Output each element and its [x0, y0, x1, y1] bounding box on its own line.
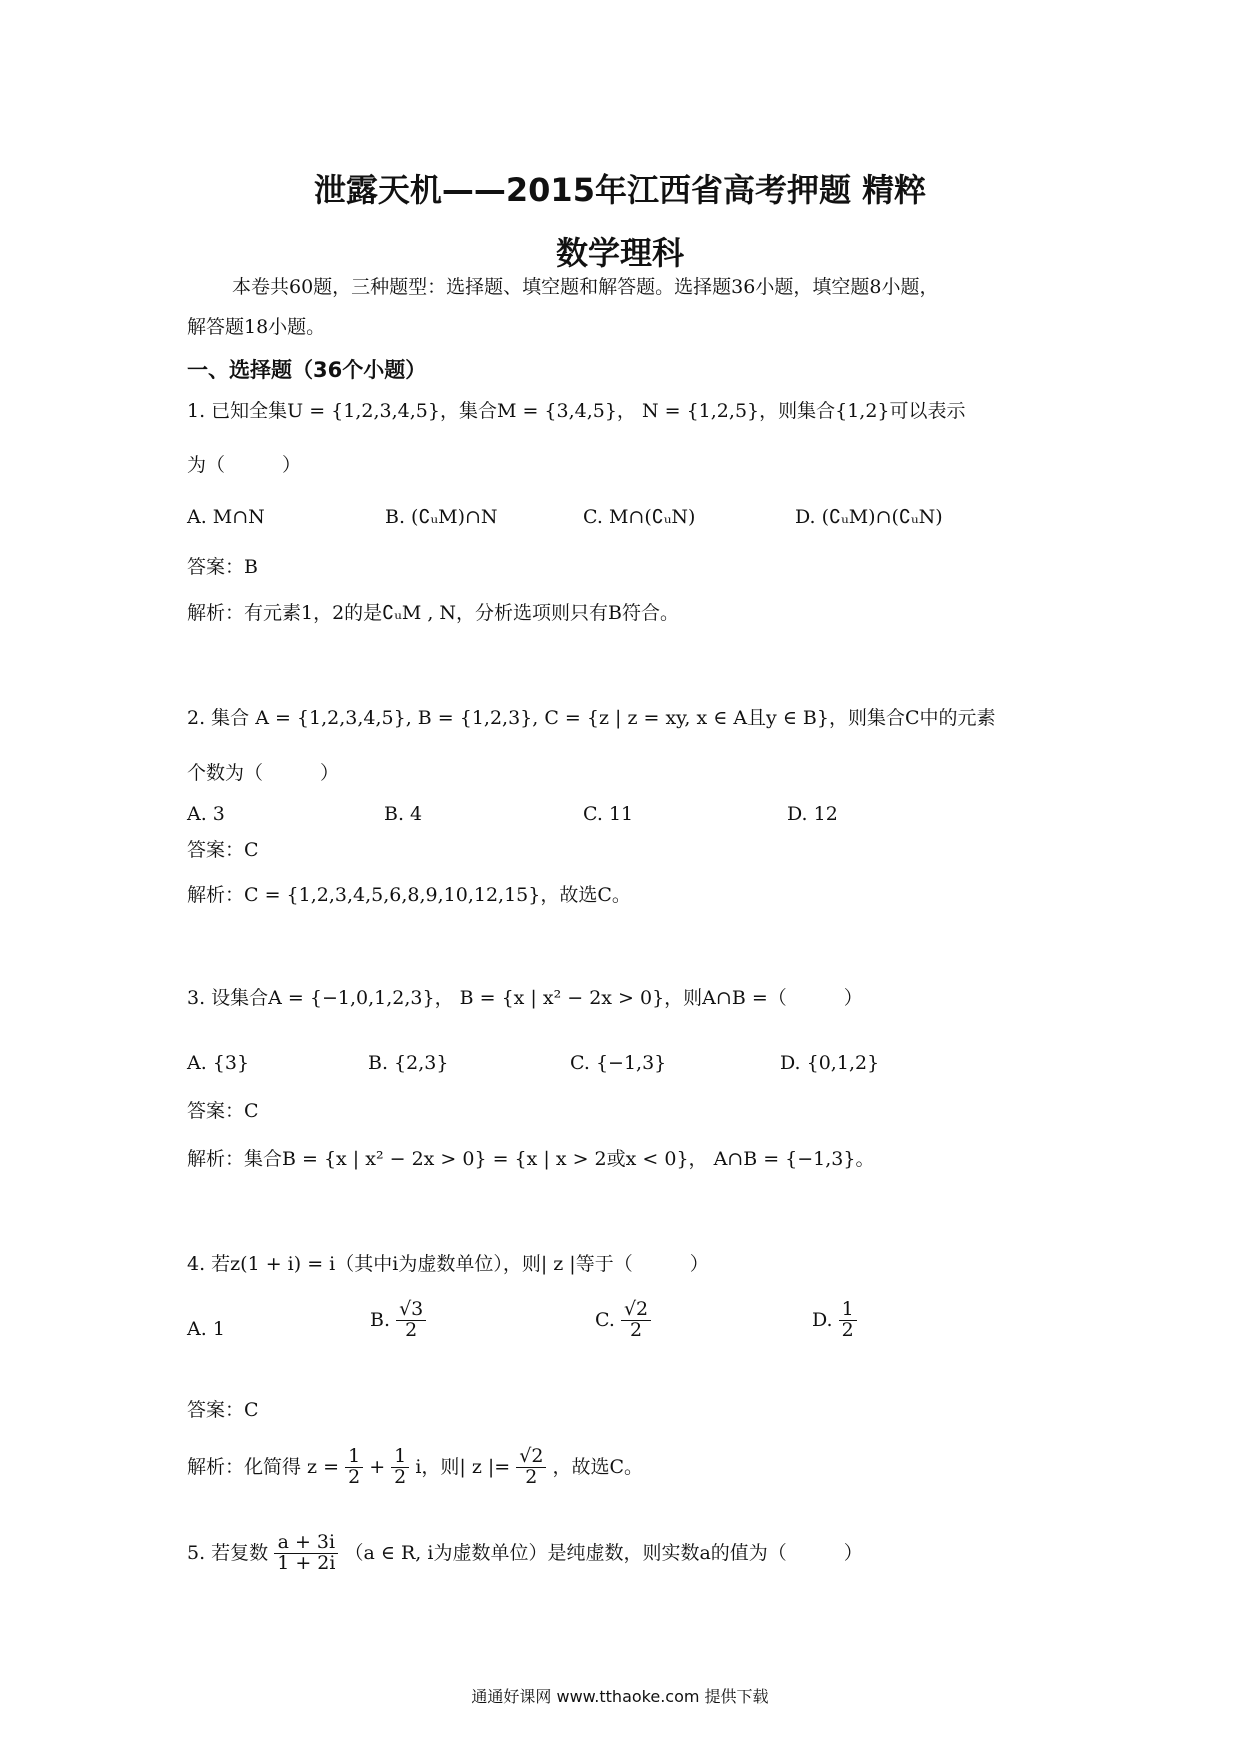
q4-option-c-label: C.	[595, 1308, 615, 1331]
q4-option-c	[595, 1300, 651, 1341]
q3-option-c: C. {−1,3}	[570, 1052, 667, 1074]
q4-analysis-frac2-num: 1	[391, 1447, 409, 1468]
q4-analysis-frac3-num: √2	[516, 1447, 546, 1468]
q5-suffix: （a ∈ R, i为虚数单位）是纯虚数，则实数a的值为（ ）	[344, 1541, 863, 1564]
q4-analysis-frac3-den: 2	[525, 1465, 538, 1488]
q4-option-b-label: B.	[370, 1308, 391, 1331]
q3-option-d: D. {0,1,2}	[780, 1052, 880, 1074]
q4-option-b-denominator: 2	[405, 1318, 418, 1341]
q4-analysis-plus: +	[369, 1455, 386, 1478]
question-3-stem: 3. 设集合A = {−1,0,1,2,3}， B = {x | x² − 2x > 0}，则A∩B =（ ）	[187, 987, 863, 1009]
q4-analysis-prefix: 解析：化简得 z =	[187, 1455, 340, 1478]
q4-option-b	[370, 1300, 426, 1341]
page-title: 泄露天机——2015年江西省高考押题 精粹	[313, 171, 927, 209]
section-heading: 一、选择题（36个小题）	[187, 358, 427, 382]
q1-answer: 答案：B	[187, 556, 258, 578]
page-subtitle: 数学理科	[555, 234, 684, 272]
q1-option-d: D. (∁ᵤM)∩(∁ᵤN)	[795, 506, 943, 528]
q5-prefix: 5. 若复数	[187, 1541, 269, 1564]
q1-analysis: 解析：有元素1，2的是∁ᵤM , N，分析选项则只有B符合。	[187, 602, 680, 624]
q4-option-d-numerator: 1	[839, 1300, 857, 1321]
q2-option-d: D. 12	[787, 803, 838, 825]
q2-analysis: 解析：C = {1,2,3,4,5,6,8,9,10,12,15}，故选C。	[187, 884, 631, 906]
q4-analysis-frac1-num: 1	[345, 1447, 363, 1468]
q4-option-d	[812, 1300, 857, 1341]
question-2-stem: 2. 集合 A = {1,2,3,4,5}, B = {1,2,3}, C = {z | z = xy, x ∈ A且y ∈ B}，则集合C中的元素	[187, 707, 996, 729]
intro-line-1: 本卷共60题，三种题型：选择题、填空题和解答题。选择题36小题，填空题8小题，	[232, 276, 939, 298]
q2-option-b: B. 4	[384, 803, 423, 825]
q4-option-a	[187, 1320, 225, 1340]
q4-option-d-denominator: 2	[841, 1318, 854, 1341]
q4-analysis-frac1-den: 2	[348, 1465, 361, 1488]
question-5-stem	[187, 1533, 863, 1574]
q5-fraction-numerator: a + 3i	[274, 1533, 338, 1554]
q1-option-a: A. M∩N	[187, 506, 265, 528]
q4-analysis-mid: i，则| z |=	[415, 1455, 511, 1478]
question-1-stem-cont: 为（ ）	[187, 454, 302, 476]
question-2-stem-cont: 个数为（ ）	[187, 762, 340, 784]
q3-option-b: B. {2,3}	[368, 1052, 449, 1074]
q3-option-a: A. {3}	[187, 1052, 250, 1074]
page-footer: 通通好课网 www.tthaoke.com 提供下载	[471, 1687, 769, 1706]
q4-option-a-label: A.	[187, 1318, 207, 1340]
question-1-stem: 1. 已知全集U = {1,2,3,4,5}，集合M = {3,4,5}， N = {1,2,5}，则集合{1,2}可以表示	[187, 400, 966, 422]
q4-option-c-numerator: √2	[621, 1300, 651, 1321]
q4-option-d-label: D.	[812, 1308, 833, 1331]
question-4-stem: 4. 若z(1 + i) = i（其中i为虚数单位），则| z |等于（ ）	[187, 1253, 709, 1275]
q3-analysis: 解析：集合B = {x | x² − 2x > 0} = {x | x > 2或x < 0}， A∩B = {−1,3}。	[187, 1148, 875, 1170]
q2-option-a: A. 3	[187, 803, 225, 825]
intro-line-2: 解答题18小题。	[187, 316, 326, 338]
q1-option-b: B. (∁ᵤM)∩N	[385, 506, 498, 528]
q4-option-b-numerator: √3	[396, 1300, 426, 1321]
q4-analysis	[187, 1447, 643, 1488]
q2-option-c: C. 11	[583, 803, 634, 825]
q4-analysis-suffix: ，故选C。	[552, 1455, 644, 1478]
q4-option-a-value: 1	[212, 1318, 225, 1340]
q3-answer: 答案：C	[187, 1100, 259, 1122]
q1-option-c: C. M∩(∁ᵤN)	[583, 506, 696, 528]
q4-analysis-frac2-den: 2	[394, 1465, 407, 1488]
q4-option-c-denominator: 2	[630, 1318, 643, 1341]
q4-answer: 答案：C	[187, 1399, 259, 1421]
q2-answer: 答案：C	[187, 839, 259, 861]
q5-fraction-denominator: 1 + 2i	[277, 1551, 336, 1574]
